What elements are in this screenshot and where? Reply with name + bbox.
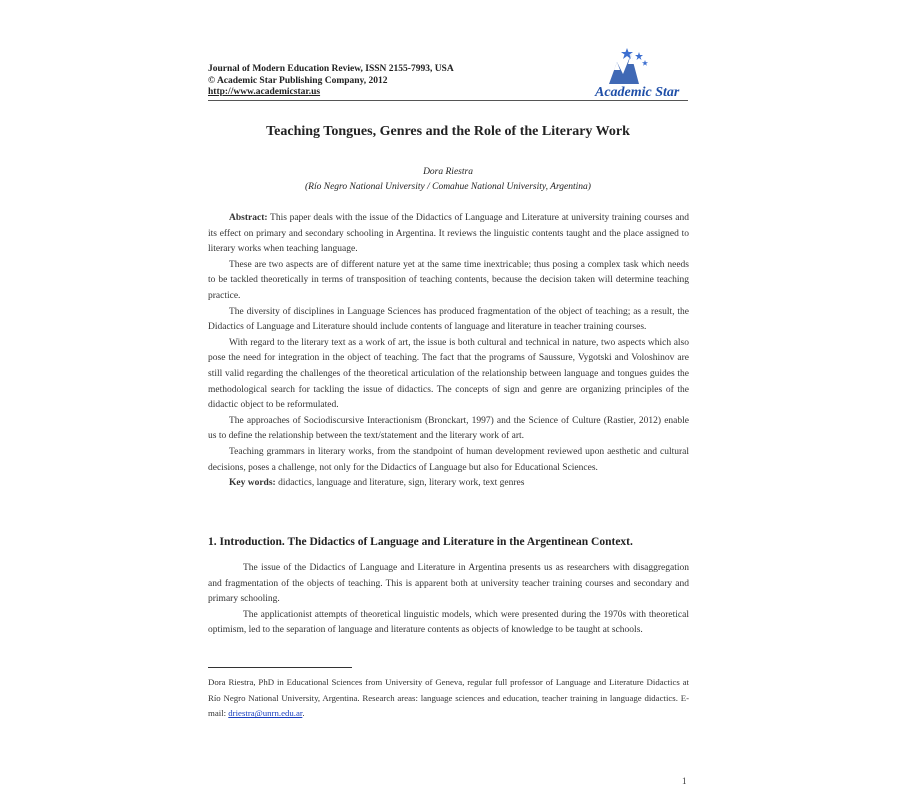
logo-graphic [587,44,697,102]
keywords-text: didactics, language and literature, sign, literary work, text genres [278,478,525,489]
abstract [208,211,689,492]
academic-star-logo [587,44,697,102]
section-heading: 1. Introduction. The Didactics of Language and Literature in the Argentinean Context. [208,536,633,548]
footnote [208,675,689,722]
journal-url[interactable]: http://www.academicstar.us [208,87,321,97]
footnote-text: Dora Riestra, PhD in Educational Sciences from University of Geneva, regular full professor of Language and Literature Didactics at Río Negro National University, Argentina. Research areas: language sciences and education, teacher training in language didactics. E-mail: [208,677,689,719]
abstract-text-1: This paper deals with the issue of the Didactics of Language and Literature at university training courses and its effect on primary and secondary schooling in Argentina. It reviews the linguistic contents taught and the place assigned to literary works when teaching language. [208,213,689,255]
abstract-paragraph-4: With regard to the literary text as a work of art, the issue is both cultural and technical in nature, two aspects which also pose the need for integration in the object of teaching. The fact that the programs of Saussure, Vygotski and Voloshinov are still valid regarding the challenges of the theoretical articulation of the relationship between language and tongues guides the methodological search for tackling the issue of didactics. The concepts of sign and genre are organizing principles of the didactic object to be reformulated. [208,337,689,411]
section-paragraph-1: The issue of the Didactics of Language and Literature in Argentina presents us as researchers with disaggregation and fragmentation of the objects of teaching. This is apparent both at university teacher training courses and secondary and primary schooling. [208,563,689,605]
author-affiliation: (Río Negro National University / Comahue National University, Argentina) [305,182,591,192]
author-email-link[interactable]: driestra@unrn.edu.ar [228,708,303,719]
abstract-label: Abstract: [229,213,268,223]
keywords [208,476,689,492]
logo-text: Academic Star [595,85,680,100]
section-body [208,561,689,639]
section-paragraph-2: The applicationist attempts of theoretical linguistic models, which were presented during the 1970s with theoretical optimism, led to the separation of language and literature contents as objects of knowledge to be taught at schools. [208,609,689,636]
header-rule [208,100,688,101]
journal-line: Journal of Modern Education Review, ISSN 2155-7993, USA [208,64,454,74]
abstract-paragraph-1 [208,211,689,258]
publisher-line: © Academic Star Publishing Company, 2012 [208,75,388,86]
abstract-paragraph-5: The approaches of Sociodiscursive Interactionism (Bronckart, 1997) and the Science of Culture (Rastier, 2012) enable us to define the relationship between the text/statement and the literary work of art. [208,415,689,442]
journal-header [208,64,454,99]
paper-title: Teaching Tongues, Genres and the Role of the Literary Work [266,124,630,139]
abstract-paragraph-6: Teaching grammars in literary works, from the standpoint of human development reviewed upon aesthetic and cultural decisions, poses a challenge, not only for the Didactics of Language but also for Educational Sciences. [208,446,689,473]
abstract-paragraph-3: The diversity of disciplines in Language Sciences has produced fragmentation of the object of teaching; as a result, the Didactics of Language and Literature should include contents of language and literature in teacher training courses. [208,306,689,333]
abstract-paragraph-2: These are two aspects are of different nature yet at the same time inextricable; thus posing a complex task which needs to be tackled theoretically in terms of transposition of teaching contents, because the decision taken will determine teaching practice. [208,259,689,301]
footnote-rule [208,667,352,668]
page-number: 1 [682,776,687,786]
keywords-label: Key words: [229,478,276,489]
author-name: Dora Riestra [423,167,473,177]
footnote-end: . [302,708,305,719]
